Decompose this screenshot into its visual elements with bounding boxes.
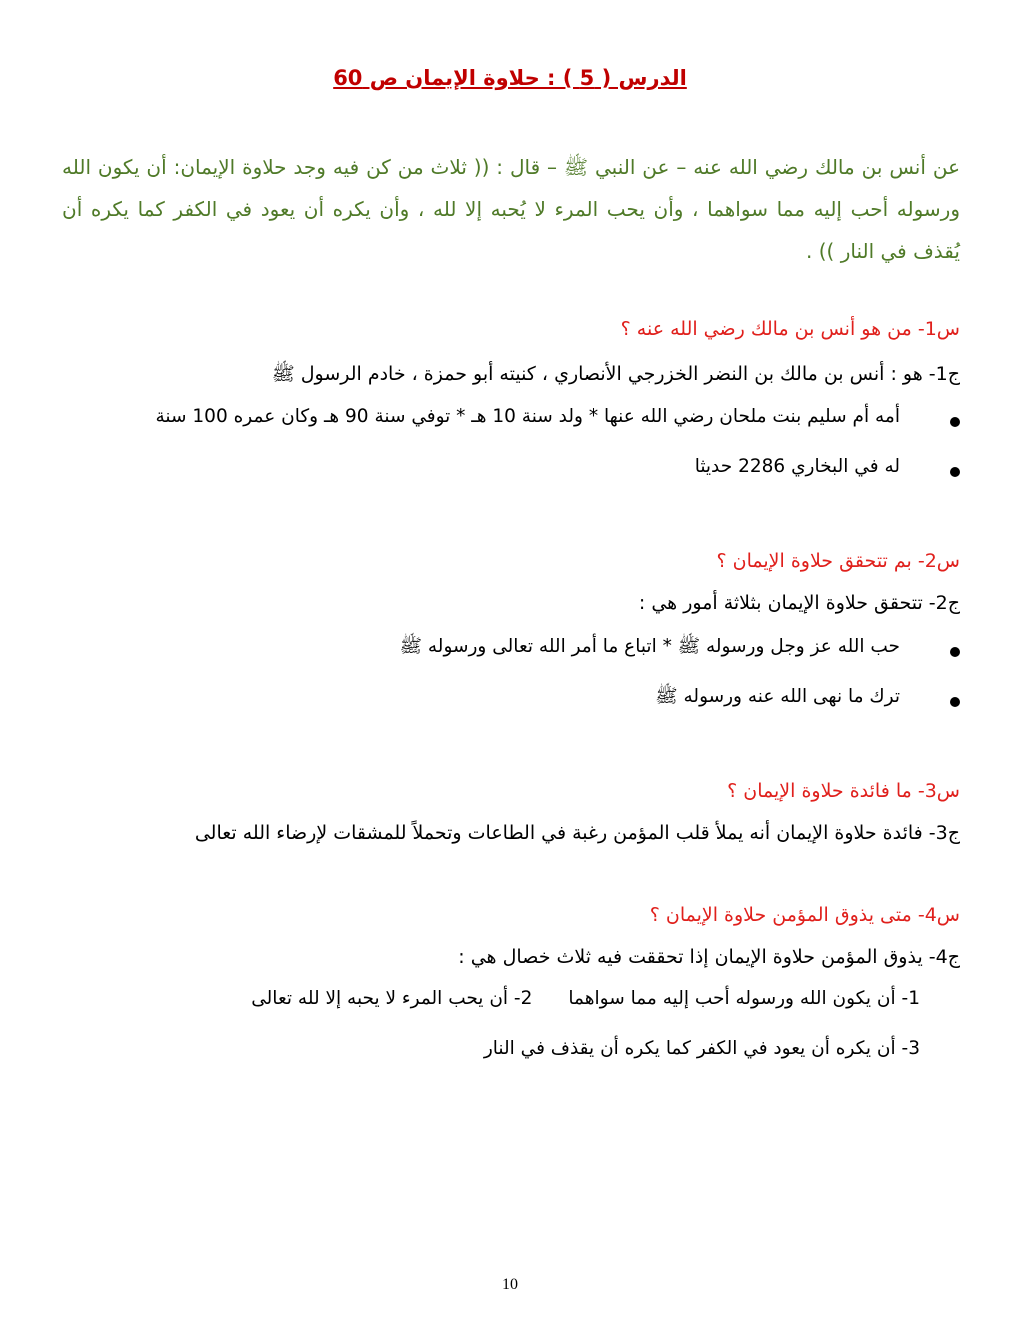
list-item (140, 636, 960, 666)
page-number: 10 (502, 1276, 518, 1293)
question-2: س2- بم تتحقق حلاوة الإيمان ؟ (716, 550, 960, 572)
question-1: س1- من هو أنس بن مالك رضي الله عنه ؟ (620, 318, 960, 340)
bullet-text: له في البخاري 2286 حديثا (694, 456, 900, 477)
hadith-text: عن أنس بن مالك رضي الله عنه – عن النبي ﷺ – قال : (( ثلاث من كن فيه وجد حلاوة الإيمان: أن يكون الله ورسوله أحب إليه مما سواهما ، وأن يحب المرء لا يُحبه إلا لله ، وأن يكره أن يعود في الكفر كما يكره أن يُقذف في النار )) . (62, 155, 960, 263)
answer-4: ج4- يذوق المؤمن حلاوة الإيمان إذا تحققت فيه ثلاث خصال هي : (458, 946, 960, 968)
numbered-item: 2- أن يحب المرء لا يحبه إلا لله تعالى (251, 988, 533, 1009)
bullet-icon (950, 647, 960, 657)
list-item (140, 456, 960, 486)
question-4: س4- متى يذوق المؤمن حلاوة الإيمان ؟ (649, 904, 960, 926)
answer-3: ج3- فائدة حلاوة الإيمان أنه يملأ قلب المؤمن رغبة في الطاعات وتحملاً للمشقات لإرضاء الله تعالى (194, 822, 960, 844)
bullet-icon (950, 697, 960, 707)
numbered-item: 1- أن يكون الله ورسوله أحب إليه مما سواهما (568, 988, 920, 1009)
lesson-title: الدرس ( 5 ) : حلاوة الإيمان ص 60 (333, 66, 687, 90)
question-3: س3- ما فائدة حلاوة الإيمان ؟ (727, 780, 960, 802)
answer-2: ج2- تتحقق حلاوة الإيمان بثلاثة أمور هي : (638, 592, 960, 614)
bullet-icon (950, 417, 960, 427)
bullet-icon (950, 467, 960, 477)
list-item (140, 686, 960, 716)
bullet-text: أمه أم سليم بنت ملحان رضي الله عنها * ولد سنة 10 هـ * توفي سنة 90 هـ وكان عمره 100 سنة (155, 406, 900, 427)
list-item (140, 406, 960, 436)
bullet-text: حب الله عز وجل ورسوله ﷺ * اتباع ما أمر الله تعالى ورسوله ﷺ (399, 636, 900, 657)
numbered-item: 3- أن يكره أن يعود في الكفر كما يكره أن يقذف في النار (483, 1038, 920, 1059)
answer-1: ج1- هو : أنس بن مالك بن النضر الخزرجي الأنصاري ، كنيته أبو حمزة ، خادم الرسول ﷺ (271, 363, 960, 385)
bullet-text: ترك ما نهى الله عنه ورسوله ﷺ (655, 686, 900, 707)
numbered-row (251, 988, 920, 1009)
